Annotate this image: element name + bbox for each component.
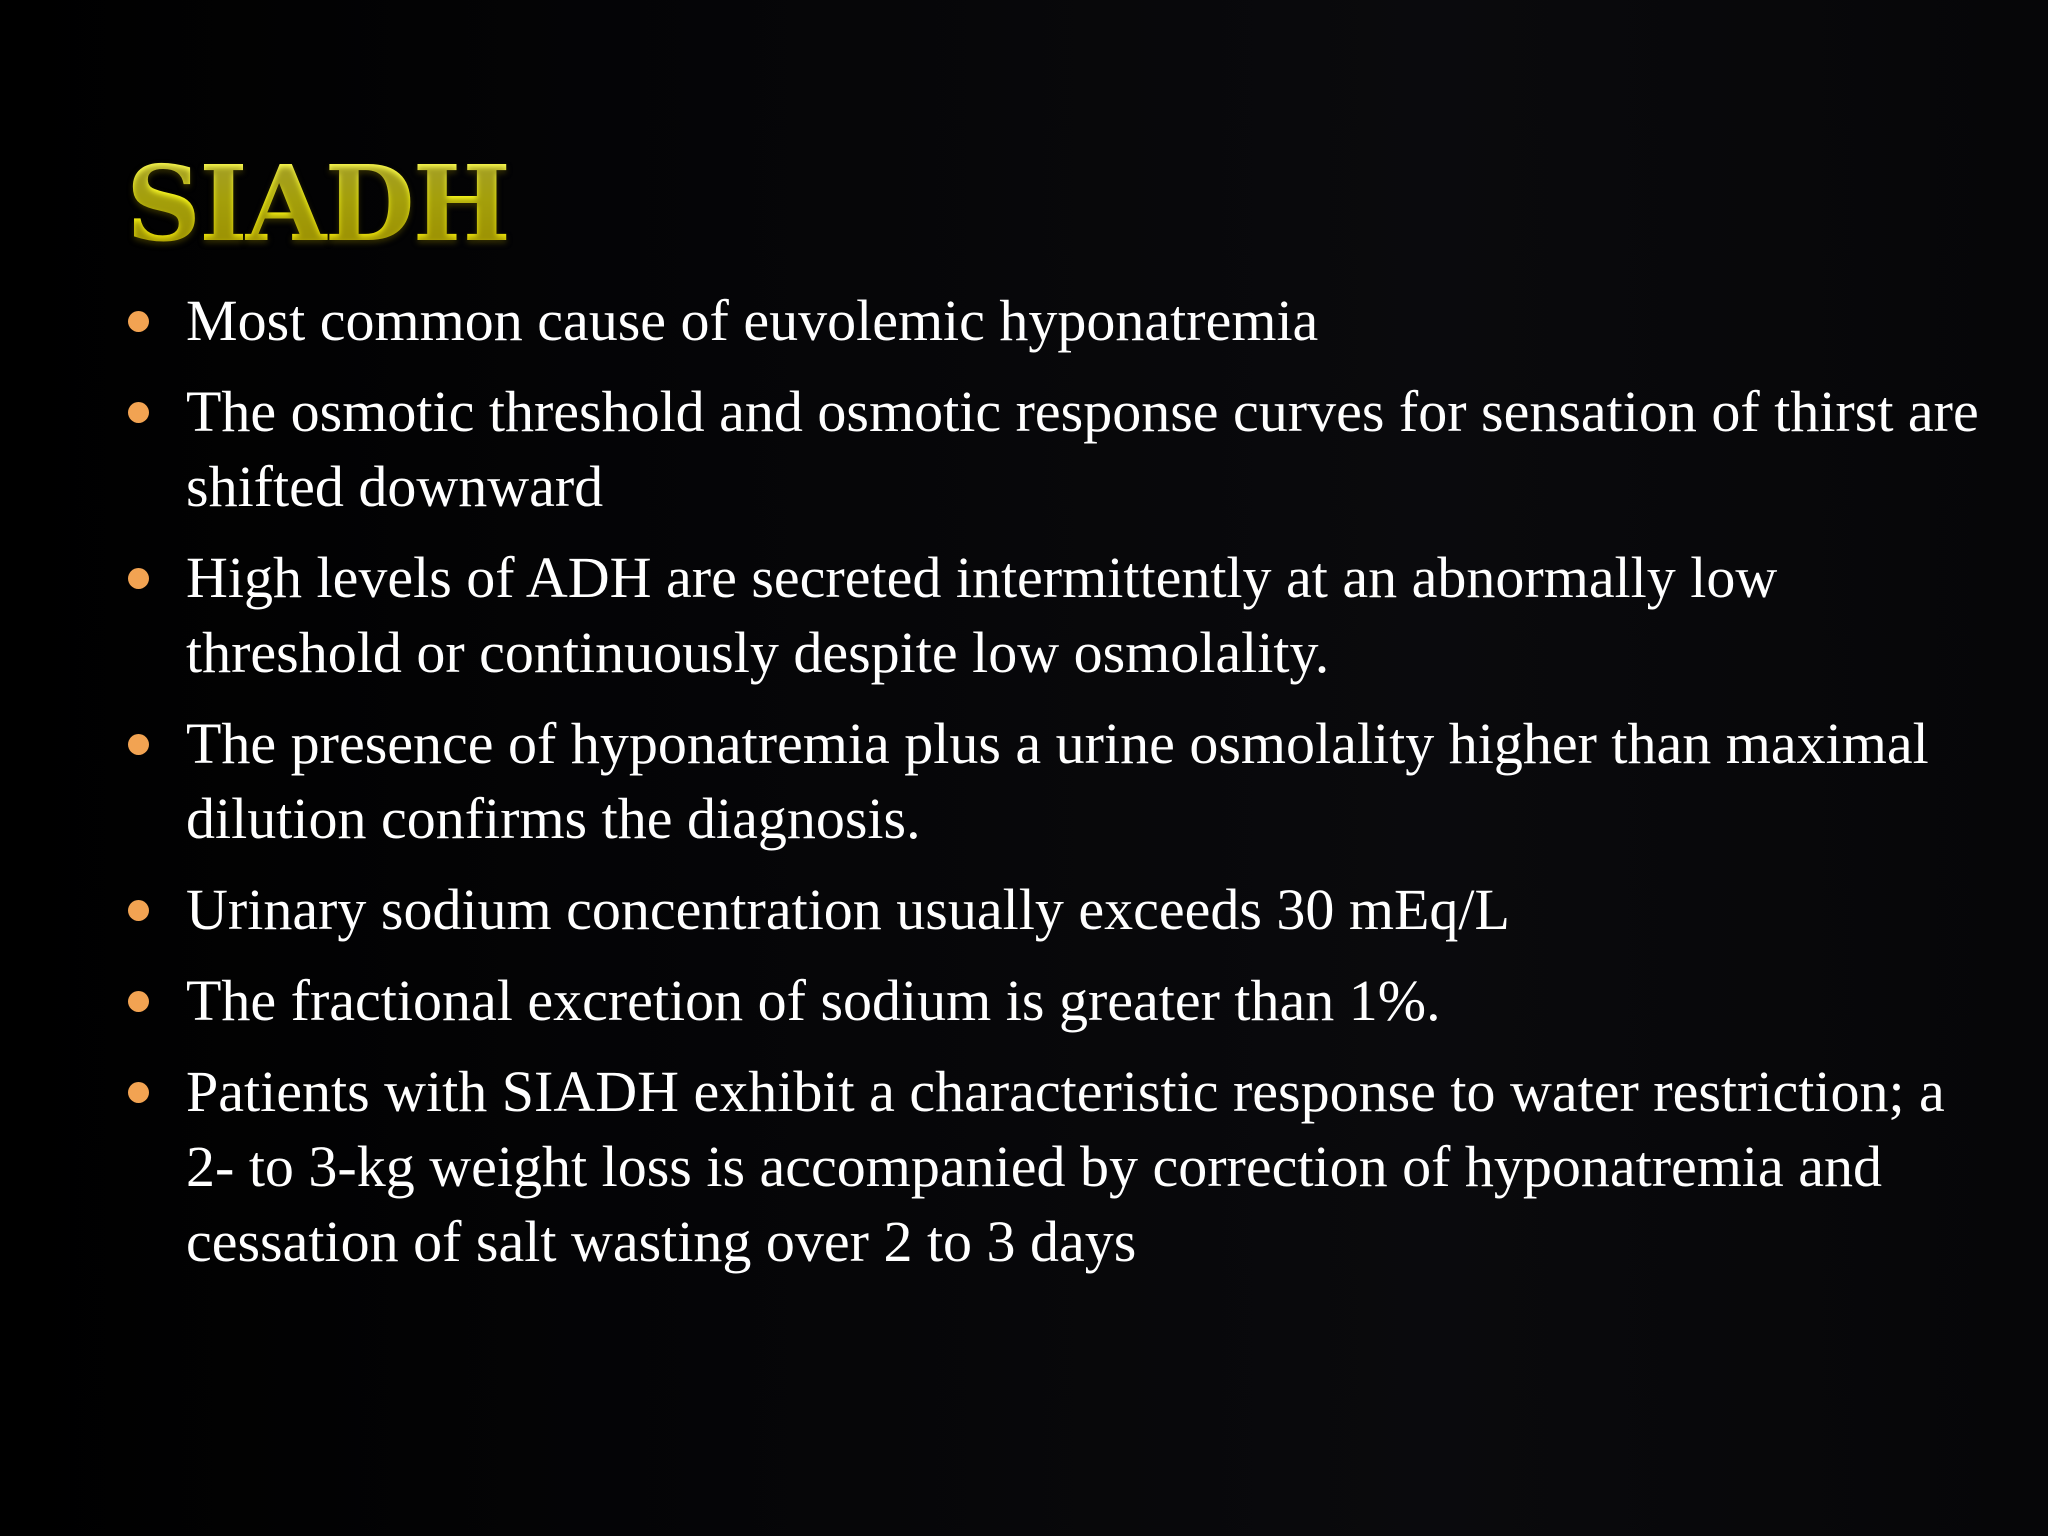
bullet-item [124, 872, 1984, 947]
bullet-text: Most common cause of euvolemic hyponatremia [186, 288, 1319, 353]
bullet-item [124, 1054, 1984, 1279]
bullet-dot-icon [128, 900, 149, 921]
bullet-item [124, 283, 1984, 358]
bullet-item [124, 374, 1984, 524]
bullet-dot-icon [128, 991, 149, 1012]
bullet-dot-icon [128, 402, 149, 423]
bullet-text: High levels of ADH are secreted intermittently at an abnormally low threshold or continuously despite low osmolality. [186, 545, 1778, 685]
slide-title: SIADH [126, 142, 509, 265]
bullet-item [124, 963, 1984, 1038]
bullet-text: Urinary sodium concentration usually exceeds 30 mEq/L [186, 877, 1510, 942]
bullet-item [124, 706, 1984, 856]
bullet-text: The presence of hyponatremia plus a urine osmolality higher than maximal dilution confirms the diagnosis. [186, 711, 1929, 851]
bullet-dot-icon [128, 568, 149, 589]
bullet-dot-icon [128, 1082, 149, 1103]
bullet-dot-icon [128, 311, 149, 332]
bullet-item [124, 540, 1984, 690]
bullet-text: Patients with SIADH exhibit a characteristic response to water restriction; a 2- to 3-kg weight loss is accompanied by correction of hyponatremia and cessation of salt wasting over 2 to 3 days [186, 1059, 1945, 1274]
bullet-list [124, 283, 1984, 1295]
bullet-text: The fractional excretion of sodium is greater than 1%. [186, 968, 1441, 1033]
bullet-dot-icon [128, 734, 149, 755]
bullet-text: The osmotic threshold and osmotic response curves for sensation of thirst are shifted downward [186, 379, 1979, 519]
